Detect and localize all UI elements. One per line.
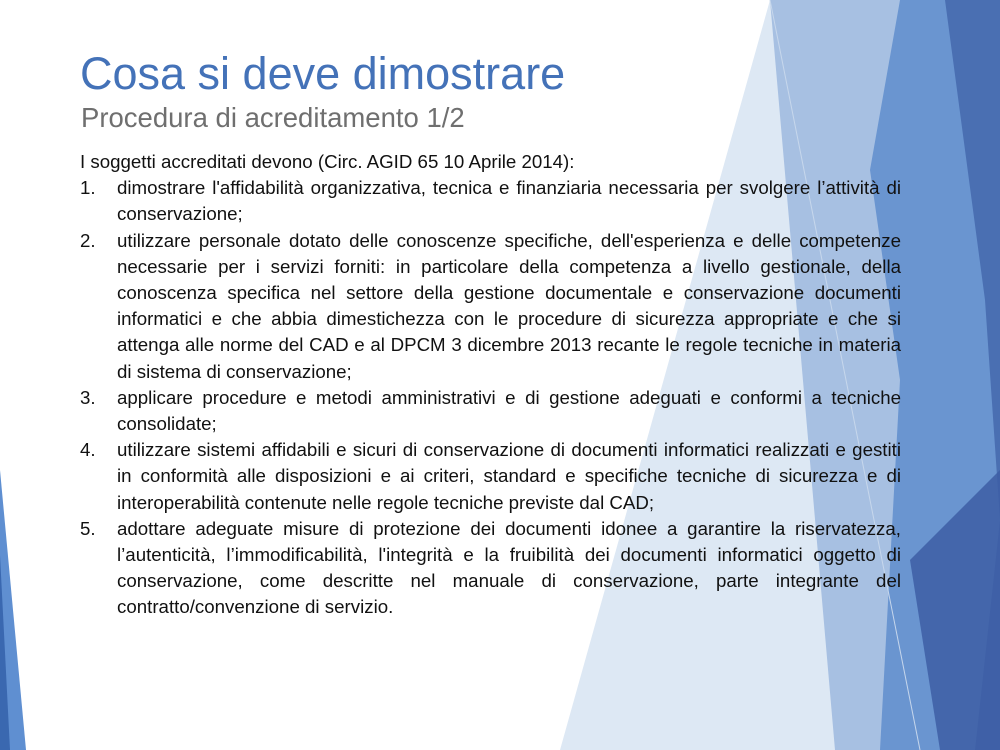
list-item-text: dimostrare l'affidabilità organizzativa, tecnica e finanziaria necessaria per svolgere l’attività di conservazione; <box>117 177 901 225</box>
list-item <box>80 228 901 385</box>
list-item-number: 1. <box>80 177 96 199</box>
intro-text: I soggetti accreditati devono (Circ. AGID 65 10 Aprile 2014): <box>80 151 575 172</box>
list-item-text: utilizzare sistemi affidabili e sicuri di conservazione di documenti informatici realizzati e gestiti in conformità alle disposizioni e ai criteri, standard e specifiche tecniche di sicurezza e di interoperabilità contenute nelle regole tecniche previste dal CAD; <box>117 439 901 513</box>
list-item <box>80 437 901 516</box>
requirements-list <box>80 175 901 620</box>
list-item-number: 4. <box>80 439 96 461</box>
slide-content <box>80 149 901 621</box>
slide-subtitle: Procedura di acreditamento 1/2 <box>81 102 465 133</box>
list-item-text: applicare procedure e metodi amministrativi e di gestione adeguati e conformi a tecniche consolidate; <box>117 386 901 435</box>
list-item-number: 5. <box>80 517 96 539</box>
list-item <box>80 175 901 227</box>
list-item-number: 3. <box>80 386 96 408</box>
list-item-text: utilizzare personale dotato delle conoscenze specifiche, dell'esperienza e delle competenze necessarie per i servizi forniti: in particolare della competenza a livello gestionale, della conoscenza specifica nel settore della gestione documentale e conservazione documenti informatici e che abbia dimestichezza con le procedure di sicurezza appropriate e che si attenga alle norme del CAD e al DPCM 3 dicembre 2013 recante le regole tecniche in materia di sistema di conservazione; <box>117 229 901 382</box>
slide-title: Cosa si deve dimostrare <box>80 48 566 99</box>
list-item-number: 2. <box>80 229 96 251</box>
list-item-text: adottare adeguate misure di protezione dei documenti idonee a garantire la riservatezza, l’autenticità, l’immodificabilità, l'integrità e la fruibilità dei documenti informatici oggetto di conservazione, come descritte nel manuale di conservazione, parte integrante del contratto/convenzione di servizio. <box>117 517 901 618</box>
list-item <box>80 516 901 621</box>
list-item <box>80 385 901 437</box>
